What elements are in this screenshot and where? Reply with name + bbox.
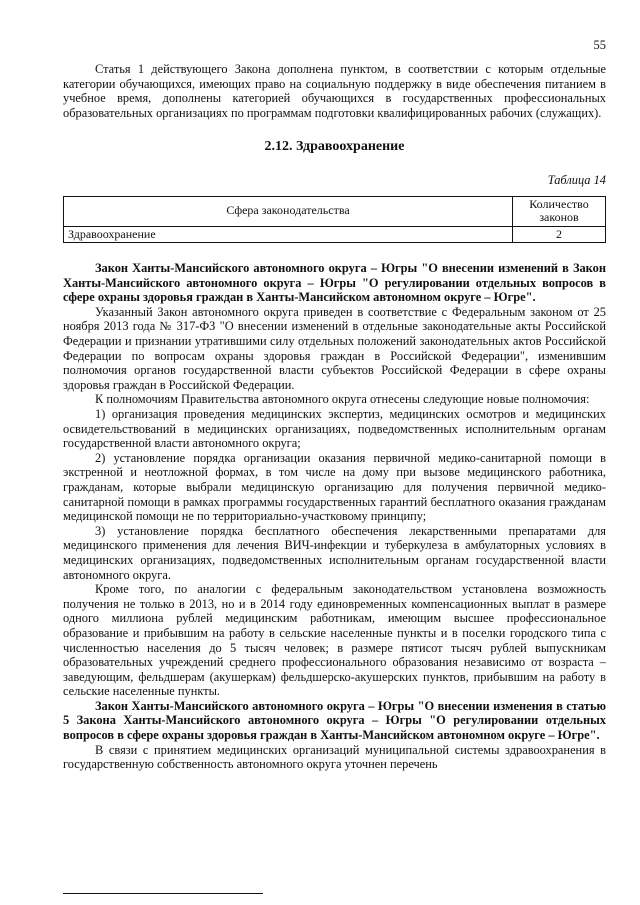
law1-list-item-2: 2) установление порядка организации оказания первичной медико-санитарной помощи в экстренной и неотложной формах, в том числе на дому при вызове медицинского работника, гражданам, которые выбрали медицинскую организацию для получения первичной медико-санитарной помощи в рамках программы государственных гарантий бесплатного оказания гражданам медицинской помощи не по территориально-участковому принципу; [63, 450, 606, 524]
table-header-count: Количество законов [513, 196, 606, 226]
law1-paragraph-3: Кроме того, по аналогии с федеральным законодательством установлена возможность получения не только в 2013, но и в 2014 году единовременных компенсационных выплат в размере одного миллиона рублей медицинским работникам, имеющим высшее профессиональное образование и прибывшим на работу в сельские населенные пункты и в поселки городского типа с численностью населения до 5 тысяч человек; в размере пятисот тысяч рублей выпускникам образовательных учреждений среднего профессионального образования независимо от возраста – заведующим, фельдшерам (акушеркам) фельдшерско-акушерских пунктов, прибывшим на работу в сельские населенные пункты. [63, 582, 606, 699]
law1-paragraph-1: Указанный Закон автономного округа приведен в соответствие с Федеральным законом от 25 ноября 2013 года № 317-ФЗ "О внесении изменений в отдельные законодательные акты Российской Федерации и признании утратившими силу отдельных положений законодательных актов Российской Федерации по вопросам охраны здоровья граждан в Российской Федерации", изменившим полномочия органов государственной власти субъектов Российской Федерации в сфере охраны здоровья граждан в Российской Федерации. [63, 304, 606, 392]
page-content [63, 62, 606, 772]
law1-list-item-3: 3) установление порядка бесплатного обеспечения лекарственными препаратами для медицинского применения для лечения ВИЧ-инфекции и туберкулеза в амбулаторных условиях в медицинских организациях, подведомственных исполнительным органам государственной власти автономного округа. [63, 523, 606, 582]
table-cell-count: 2 [513, 226, 606, 243]
law1-title: Закон Ханты-Мансийского автономного округа – Югры "О внесении изменений в Закон Ханты-Мансийского автономного округа – Югры "О регулировании отдельных вопросов в сфере охраны здоровья граждан в Ханты-Мансийском автономном округе – Югре". [63, 261, 606, 305]
law1-paragraph-2: К полномочиям Правительства автономного округа отнесены следующие новые полномочия: [95, 392, 590, 407]
legislation-table [63, 196, 606, 244]
law1-list-item-1: 1) организация проведения медицинских экспертиз, медицинских осмотров и медицинских освидетельствований в медицинских организациях, подведомственных исполнительным органам государственной власти автономного округа; [63, 407, 606, 451]
intro-paragraph: Статья 1 действующего Закона дополнена пунктом, в соответствии с которым отдельные категории обучающихся, имеющих право на социальную поддержку в виде обеспечения питанием в учебное время, дополнены категорией обучающихся в государственных профессиональных образовательных организациях по программам подготовки квалифицированных рабочих (служащих). [63, 62, 606, 120]
table-caption: Таблица 14 [547, 172, 606, 187]
footnote-divider [63, 893, 263, 894]
law2-title: Закон Ханты-Мансийского автономного округа – Югры "О внесении изменения в статью 5 Закона Ханты-Мансийского автономного округа – Югры "О регулировании отдельных вопросов в сфере охраны здоровья граждан в Ханты-Мансийском автономном округе – Югре". [63, 698, 606, 743]
section-heading: 2.12. Здравоохранение [264, 139, 405, 155]
table-header-sphere: Сфера законодательства [64, 196, 513, 226]
table-header-row [64, 196, 606, 226]
law2-paragraph-1: В связи с принятием медицинских организаций муниципальной системы здравоохранения в государственную собственность автономного округа уточнен перечень [63, 742, 606, 772]
table-cell-sphere: Здравоохранение [64, 226, 513, 243]
table-row [64, 226, 606, 243]
page-number: 55 [593, 38, 606, 52]
